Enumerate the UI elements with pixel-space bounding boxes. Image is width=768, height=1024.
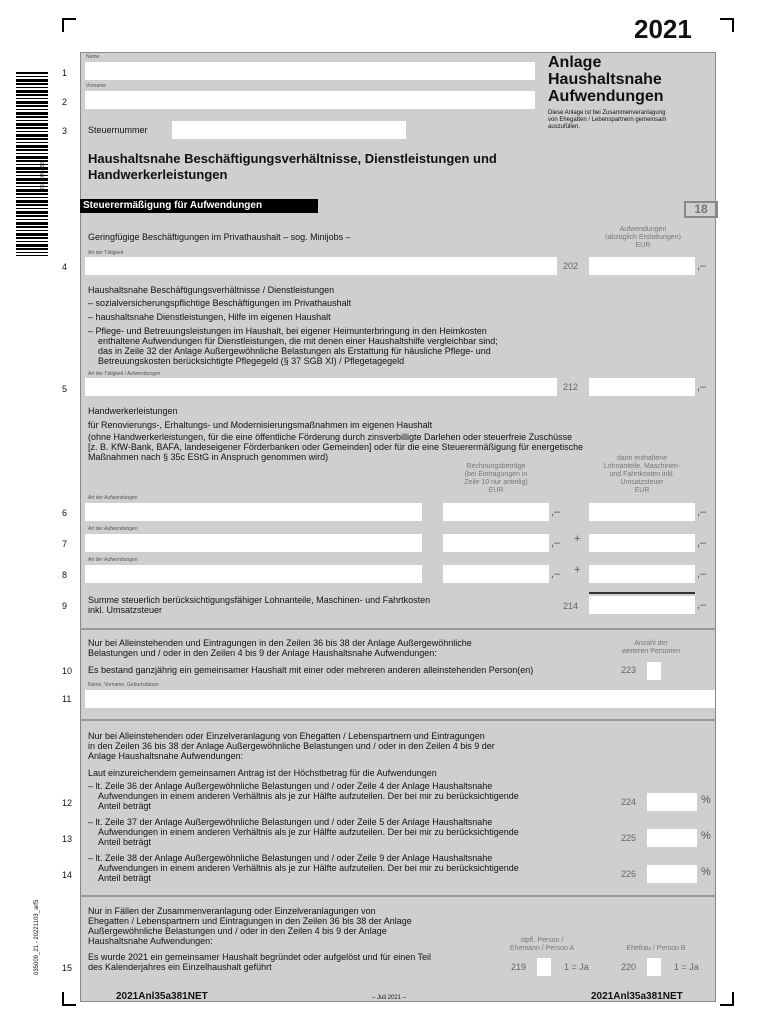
row11-persons-field[interactable] bbox=[85, 690, 715, 708]
block12-lead: Laut einzureichendem gemeinsamen Antrag ist der Höchstbetrag für die Aufwendungen bbox=[88, 768, 437, 778]
row9-sum-field[interactable] bbox=[589, 596, 695, 614]
row15-ja-b: 1 = Ja bbox=[674, 962, 699, 972]
row10-col-header bbox=[598, 640, 704, 656]
col-lohn-4: Umsatzsteuer bbox=[620, 479, 664, 486]
row14-percent-sign: % bbox=[701, 866, 711, 878]
row9-minus: ,– bbox=[697, 599, 707, 611]
row7-lohn-field[interactable] bbox=[589, 534, 695, 552]
line-number-8: 8 bbox=[62, 570, 68, 580]
row8-lohn-field[interactable] bbox=[589, 565, 695, 583]
col-aufwendungen-1: Aufwendungen bbox=[619, 226, 667, 233]
title-line-1: Anlage bbox=[548, 54, 602, 71]
row7-field-label: Art der Aufwendungen bbox=[88, 526, 138, 532]
row12-line-1: – lt. Zeile 36 der Anlage Außergewöhnliche Belastungen und / oder Zeile 4 der Anlage Haushaltsnahe bbox=[88, 781, 493, 791]
col-person-a-2: Ehemann / Person A bbox=[509, 945, 575, 952]
joint-note bbox=[548, 110, 714, 131]
form-code: 035009_21 - 20221103_arf5 bbox=[34, 899, 40, 975]
row13-line-1: – lt. Zeile 37 der Anlage Außergewöhnliche Belastungen und / oder Zeile 5 der Anlage Haushaltsnahe bbox=[88, 817, 493, 827]
main-title bbox=[88, 151, 497, 183]
row6-activity-field[interactable] bbox=[85, 503, 422, 521]
row13-text bbox=[88, 817, 519, 847]
row14-line-3: Anteil beträgt bbox=[98, 873, 152, 883]
row15-code-a: 219 bbox=[511, 962, 527, 972]
vorname-label: Vorname bbox=[86, 83, 107, 89]
row12-line-2: Aufwendungen in einem anderen Verhältnis als je zur Hälfte aufzuteilen. Der bei mir zu berücksichtigende bbox=[98, 791, 519, 801]
line-number-6: 6 bbox=[62, 508, 68, 518]
row4-code: 202 bbox=[563, 261, 579, 271]
line-number-3: 3 bbox=[62, 126, 68, 136]
row4-activity-field[interactable] bbox=[85, 257, 557, 275]
row14-line-2: Aufwendungen in einem anderen Verhältnis als je zur Hälfte aufzuteilen. Der bei mir zu berücksichtigende bbox=[98, 863, 519, 873]
row10-text: Es bestand ganzjährig ein gemeinsamer Haushalt mit einer oder mehreren anderen alleinstehenden Person(en) bbox=[88, 665, 534, 675]
row8-plus: + bbox=[574, 564, 581, 576]
row6-rechnung-minus: ,– bbox=[551, 506, 561, 518]
row4-minus: ,– bbox=[697, 260, 707, 272]
row9-text-2: inkl. Umsatzsteuer bbox=[88, 605, 163, 615]
line-number-10: 10 bbox=[62, 666, 73, 676]
section-number: 18 bbox=[684, 201, 718, 218]
handwerk-line-1: für Renovierungs-, Erhaltungs- und Modernisierungsmaßnahmen im eigenen Haushalt bbox=[88, 420, 433, 430]
row13-line-3: Anteil beträgt bbox=[98, 837, 152, 847]
block15-intro-1: Nur in Fällen der Zusammenveranlagung oder Einzelveranlagungen von bbox=[88, 906, 376, 916]
row6-field-label: Art der Aufwendungen bbox=[88, 495, 138, 501]
row10-col-2: weiteren Personen bbox=[621, 648, 681, 655]
col-rechnung-header bbox=[442, 463, 550, 495]
row7-lohn-minus: ,– bbox=[697, 537, 707, 549]
col-rechnung-4: EUR bbox=[488, 487, 504, 494]
row8-activity-field[interactable] bbox=[85, 565, 422, 583]
row4-text: Geringfügige Beschäftigungen im Privathaushalt – sog. Minijobs – bbox=[88, 232, 351, 242]
row12-code: 224 bbox=[621, 797, 637, 807]
row14-text bbox=[88, 853, 519, 883]
footer-right-code: 2021Anl35a381NET bbox=[591, 991, 683, 1002]
col-aufwendungen-2: (abzüglich Erstattungen) bbox=[605, 234, 681, 241]
handwerk-line-4: Maßnahmen nach § 35c EStG in Anspruch genommen wird) bbox=[88, 452, 329, 462]
line-number-5: 5 bbox=[62, 384, 68, 394]
col-rechnung-3: Zeile 10 nur anteilig) bbox=[464, 479, 528, 486]
row12-percent-sign: % bbox=[701, 794, 711, 806]
main-title-2: Handwerkerleistungen bbox=[88, 167, 228, 182]
joint-note-3: auszufüllen. bbox=[548, 124, 581, 130]
row8-rechnung-minus: ,– bbox=[551, 568, 561, 580]
joint-note-2: von Ehegatten / Lebenspartnern gemeinsam bbox=[548, 117, 667, 123]
line-number-1: 1 bbox=[62, 68, 68, 78]
line-number-7: 7 bbox=[62, 539, 68, 549]
row7-activity-field[interactable] bbox=[85, 534, 422, 552]
row5-bullet-3-line-3: das in Zeile 32 der Anlage Außergewöhnliche Belastungen als Erstattung für häusliche Pflege- und bbox=[98, 346, 491, 356]
name-label: Name bbox=[86, 54, 100, 60]
row5-minus: ,– bbox=[697, 381, 707, 393]
crop-mark-top-right bbox=[720, 18, 734, 32]
row5-amount-field[interactable] bbox=[589, 378, 695, 396]
row14-line-1: – lt. Zeile 38 der Anlage Außergewöhnliche Belastungen und / oder Zeile 9 der Anlage Haushaltsnahe bbox=[88, 853, 493, 863]
line-number-11: 11 bbox=[62, 694, 72, 704]
footer-date: – Juli 2021 – bbox=[372, 995, 407, 1001]
line-number-4: 4 bbox=[62, 262, 68, 272]
name-field[interactable] bbox=[85, 62, 535, 80]
row4-amount-field[interactable] bbox=[589, 257, 695, 275]
col-rechnung-2: (bei Eintragungen in bbox=[464, 471, 528, 478]
row6-lohn-field[interactable] bbox=[589, 503, 695, 521]
steuernummer-field[interactable] bbox=[172, 121, 406, 139]
footer-left-code: 2021Anl35a381NET bbox=[116, 991, 208, 1002]
block15-intro-2: Ehegatten / Lebenspartnern und Eintragungen in den Zeilen 36 bis 38 der Anlage bbox=[88, 916, 412, 926]
row10-intro bbox=[88, 638, 472, 658]
title-line-2: Haushaltsnahe bbox=[548, 71, 662, 88]
joint-note-1: Diese Anlage ist bei Zusammenveranlagung bbox=[548, 110, 666, 116]
line-number-13: 13 bbox=[62, 834, 73, 844]
row15-text-2: des Kalenderjahres ein Einzelhaushalt geführt bbox=[88, 962, 272, 972]
title-block bbox=[548, 54, 664, 105]
row8-field-label: Art der Aufwendungen bbox=[88, 557, 138, 563]
row14-code: 226 bbox=[621, 869, 637, 879]
row4-field-label: Art der Tätigkeit bbox=[88, 250, 124, 256]
row14-percent-field[interactable] bbox=[647, 865, 697, 883]
row5-field-label: Art der Tätigkeit / Aufwendungen bbox=[88, 371, 161, 377]
row10-persons-field[interactable] bbox=[647, 662, 661, 680]
row5-bullet-3-line-2: enthaltene Aufwendungen für Dienstleistungen, die mit denen einer Haushaltshilfe vergleichbar sind; bbox=[98, 336, 498, 346]
row7-plus: + bbox=[574, 533, 581, 545]
row8-rechnung-field[interactable] bbox=[443, 565, 549, 583]
block15-intro bbox=[88, 906, 412, 946]
col-lohn-1: darin enthaltene bbox=[616, 455, 668, 462]
handwerk-line-3: [z. B. KfW-Bank, BAFA, landeseigener Förderbanken oder Gemeinden] oder für die eine Steuerermäßigung für energetische bbox=[88, 442, 584, 452]
row8-lohn-minus: ,– bbox=[697, 568, 707, 580]
col-person-a-header bbox=[496, 937, 588, 953]
row13-percent-field[interactable] bbox=[647, 829, 697, 847]
main-title-1: Haushaltsnahe Beschäftigungsverhältnisse, Dienstleistungen und bbox=[88, 151, 497, 166]
col-rechnung-1: Rechnungsbeträge bbox=[466, 463, 526, 470]
row15-ja-a: 1 = Ja bbox=[564, 962, 589, 972]
row13-code: 225 bbox=[621, 833, 637, 843]
row5-bullet-1: – sozialversicherungspflichtige Beschäftigungen im Privathaushalt bbox=[88, 298, 352, 308]
separator-3 bbox=[80, 895, 716, 897]
row11-field-label: Name, Vorname, Geburtsdatum bbox=[88, 682, 159, 688]
row13-percent-sign: % bbox=[701, 830, 711, 842]
line-number-2: 2 bbox=[62, 97, 68, 107]
title-line-3: Aufwendungen bbox=[548, 88, 664, 105]
row15-text-1: Es wurde 2021 ein gemeinsamer Haushalt begründet oder aufgelöst und für einen Teil bbox=[88, 952, 432, 962]
row10-col-1: Anzahl der bbox=[634, 640, 668, 647]
block15-intro-4: Haushaltsnahe Aufwendungen: bbox=[88, 936, 213, 946]
block12-intro-2: in den Zeilen 36 bis 38 der Anlage Außergewöhnliche Belastungen und / oder in den Zeilen 4 bis 9 der bbox=[88, 741, 495, 751]
row12-line-3: Anteil beträgt bbox=[98, 801, 152, 811]
block12-intro bbox=[88, 731, 495, 761]
separator-2 bbox=[80, 719, 716, 721]
crop-mark-bottom-left bbox=[62, 992, 76, 1006]
vorname-field[interactable] bbox=[85, 91, 535, 109]
row5-code: 212 bbox=[563, 382, 579, 392]
row9-code: 214 bbox=[563, 601, 579, 611]
line-number-15: 15 bbox=[62, 963, 73, 973]
row5-bullet-3 bbox=[88, 326, 498, 366]
handwerk-title: Handwerkerleistungen bbox=[88, 406, 178, 416]
row7-rechnung-field[interactable] bbox=[443, 534, 549, 552]
row9-sum-line bbox=[589, 592, 695, 594]
col-lohnanteile-header bbox=[586, 455, 698, 495]
line-number-12: 12 bbox=[62, 798, 73, 808]
row10-code: 223 bbox=[621, 665, 637, 675]
col-lohn-3: und Fahrtkosten inkl. bbox=[609, 471, 675, 478]
crop-mark-top-left bbox=[62, 18, 76, 32]
block12-intro-1: Nur bei Alleinstehenden oder Einzelveranlagung von Ehegatten / Lebenspartnern und Eintragungen bbox=[88, 731, 485, 741]
row9-text-1: Summe steuerlich berücksichtigungsfähiger Lohnanteile, Maschinen- und Fahrtkosten bbox=[88, 595, 431, 605]
col-person-b-header: Ehefrau / Person B bbox=[626, 945, 686, 952]
row5-bullet-3-line-4: Betreuungskosten berücksichtigte Pflegegeld (§ 37 SGB XI) / Pflegetagegeld bbox=[98, 356, 405, 366]
row7-rechnung-minus: ,– bbox=[551, 537, 561, 549]
line-number-9: 9 bbox=[62, 601, 68, 611]
col-lohn-5: EUR bbox=[634, 487, 650, 494]
col-aufwendungen-3: EUR bbox=[635, 242, 651, 249]
section-header: Steuerermäßigung für Aufwendungen bbox=[80, 199, 318, 213]
block12-intro-3: Anlage Haushaltsnahe Aufwendungen: bbox=[88, 751, 244, 761]
separator-1 bbox=[80, 628, 716, 630]
row15-text bbox=[88, 952, 431, 972]
row6-lohn-minus: ,– bbox=[697, 506, 707, 518]
row12-text bbox=[88, 781, 519, 811]
row10-intro-1: Nur bei Alleinstehenden und Eintragungen in den Zeilen 36 bis 38 der Anlage Außergewöhnliche bbox=[88, 638, 472, 648]
row6-rechnung-field[interactable] bbox=[443, 503, 549, 521]
col-lohn-2: Lohnanteile, Maschinen- bbox=[603, 463, 681, 470]
barcode-number: 2021035a381 bbox=[40, 159, 46, 190]
row13-line-2: Aufwendungen in einem anderen Verhältnis als je zur Hälfte aufzuteilen. Der bei mir zu berücksichtigende bbox=[98, 827, 519, 837]
row15-person-a-field[interactable] bbox=[537, 958, 551, 976]
col-aufwendungen-header bbox=[590, 226, 696, 250]
steuernummer-label: Steuernummer bbox=[88, 125, 148, 135]
row5-activity-field[interactable] bbox=[85, 378, 557, 396]
row5-bullet-2: – haushaltsnahe Dienstleistungen, Hilfe im eigenen Haushalt bbox=[88, 312, 331, 322]
row5-bullet-3-line-1: – Pflege- und Betreuungsleistungen im Haushalt, bei eigener Heimunterbringung in den Heimkosten bbox=[88, 326, 487, 336]
handwerk-text bbox=[88, 420, 583, 462]
block15-intro-3: Außergewöhnliche Belastungen und / oder in den Zeilen 4 bis 9 der Anlage bbox=[88, 926, 387, 936]
row10-intro-2: Belastungen und / oder in den Zeilen 4 bis 9 der Anlage Haushaltsnahe Aufwendungen: bbox=[88, 648, 437, 658]
row15-person-b-field[interactable] bbox=[647, 958, 661, 976]
form-year: 2021 bbox=[634, 14, 692, 44]
col-person-a-1: stpfl. Person / bbox=[520, 937, 564, 944]
row9-text bbox=[88, 595, 430, 615]
handwerk-line-2: (ohne Handwerkerleistungen, für die eine öffentliche Förderung durch zinsverbilligte Darlehen oder steuerfreie Zuschüsse bbox=[88, 432, 573, 442]
row5-title: Haushaltsnahe Beschäftigungsverhältnisse / Dienstleistungen bbox=[88, 285, 335, 295]
row15-code-b: 220 bbox=[621, 962, 637, 972]
row12-percent-field[interactable] bbox=[647, 793, 697, 811]
crop-mark-bottom-right bbox=[720, 992, 734, 1006]
line-number-14: 14 bbox=[62, 870, 73, 880]
